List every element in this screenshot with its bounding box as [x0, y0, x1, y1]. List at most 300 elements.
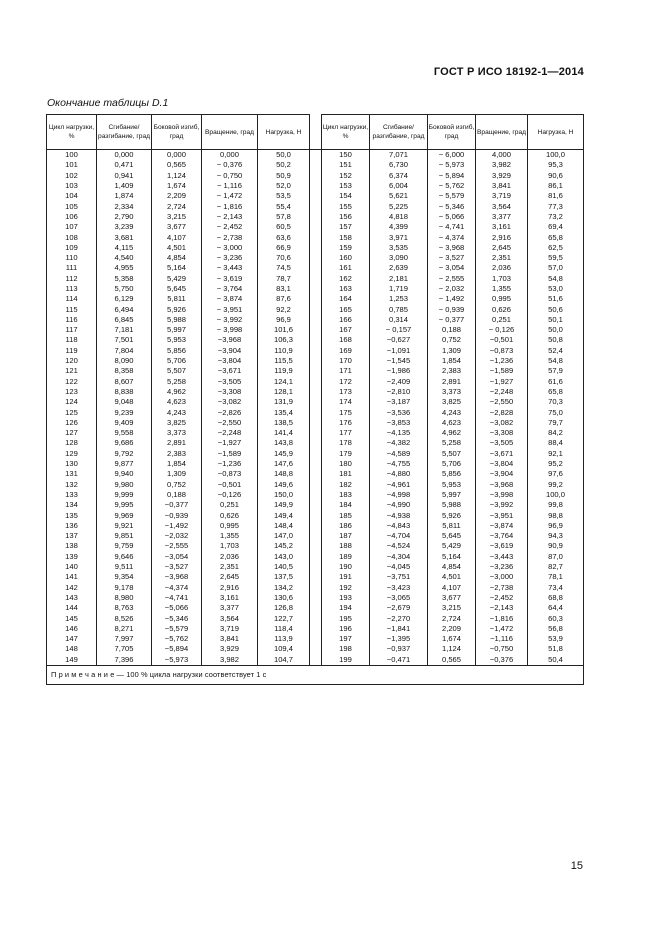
- cell-rotation: −3,951: [476, 510, 528, 520]
- cell-lateral: 2,209: [152, 191, 202, 201]
- table-row: [47, 346, 584, 356]
- column-gap: [310, 284, 322, 294]
- cell-rotation: −3,874: [476, 521, 528, 531]
- cell-load: 55,4: [258, 201, 310, 211]
- table-row: [47, 655, 584, 666]
- cell-load: 50,9: [258, 171, 310, 181]
- cell-lateral: 4,107: [152, 232, 202, 242]
- cell-rotation: − 2,738: [202, 232, 258, 242]
- cell-lateral: 4,854: [152, 253, 202, 263]
- cell-rotation: 2,916: [476, 232, 528, 242]
- cell-rotation: −3,082: [202, 397, 258, 407]
- cell-rotation: −3,082: [476, 418, 528, 428]
- cell-rotation: 0,251: [202, 500, 258, 510]
- column-gap: [310, 500, 322, 510]
- cell-cycle: 166: [322, 315, 370, 325]
- column-gap: [310, 603, 322, 613]
- cell-flexion: 9,851: [97, 531, 152, 541]
- cell-rotation: − 0,126: [476, 325, 528, 335]
- cell-lateral: 1,674: [152, 181, 202, 191]
- cell-rotation: −1,116: [476, 634, 528, 644]
- cell-load: 98,8: [528, 510, 584, 520]
- cell-rotation: −2,738: [476, 582, 528, 592]
- cell-lateral: 5,429: [152, 274, 202, 284]
- table-row: [47, 613, 584, 623]
- cell-lateral: −2,555: [152, 541, 202, 551]
- cell-flexion: 1,253: [370, 294, 428, 304]
- cell-rotation: 3,564: [202, 613, 258, 623]
- column-gap: [310, 377, 322, 387]
- cell-load: 147,0: [258, 531, 310, 541]
- table-row: [47, 377, 584, 387]
- cell-cycle: 172: [322, 377, 370, 387]
- cell-cycle: 127: [47, 428, 97, 438]
- cell-cycle: 194: [322, 603, 370, 613]
- cell-load: 50,0: [528, 325, 584, 335]
- cell-cycle: 178: [322, 438, 370, 448]
- cell-flexion: 3,971: [370, 232, 428, 242]
- table-body: [47, 150, 584, 666]
- table-note-row: [47, 665, 584, 684]
- cell-cycle: 151: [322, 160, 370, 170]
- table-row: [47, 201, 584, 211]
- column-gap: [310, 160, 322, 170]
- cell-rotation: 2,645: [202, 572, 258, 582]
- cell-load: 128,1: [258, 387, 310, 397]
- cell-load: 69,4: [528, 222, 584, 232]
- cell-load: 92,2: [258, 304, 310, 314]
- table-row: [47, 284, 584, 294]
- cell-lateral: 0,752: [428, 335, 476, 345]
- cell-cycle: 177: [322, 428, 370, 438]
- table-row: [47, 222, 584, 232]
- cell-load: 115,5: [258, 356, 310, 366]
- cell-lateral: 2,209: [428, 624, 476, 634]
- cell-load: 148,8: [258, 469, 310, 479]
- cell-load: 149,9: [258, 500, 310, 510]
- cell-lateral: −2,032: [152, 531, 202, 541]
- cell-cycle: 176: [322, 418, 370, 428]
- table-row: [47, 366, 584, 376]
- cell-cycle: 157: [322, 222, 370, 232]
- cell-load: 78,1: [528, 572, 584, 582]
- cell-flexion: −3,187: [370, 397, 428, 407]
- cell-load: 119,9: [258, 366, 310, 376]
- cell-rotation: 3,377: [476, 212, 528, 222]
- cell-rotation: −3,998: [476, 490, 528, 500]
- cell-lateral: 1,309: [152, 469, 202, 479]
- cell-load: 149,6: [258, 480, 310, 490]
- cell-load: 101,6: [258, 325, 310, 335]
- cell-rotation: −3,505: [202, 377, 258, 387]
- cell-cycle: 138: [47, 541, 97, 551]
- cell-lateral: 0,000: [152, 150, 202, 161]
- cell-cycle: 105: [47, 201, 97, 211]
- column-gap: [310, 304, 322, 314]
- cell-cycle: 133: [47, 490, 97, 500]
- cell-lateral: − 5,762: [428, 181, 476, 191]
- cell-rotation: 2,351: [476, 253, 528, 263]
- column-gap: [310, 572, 322, 582]
- cell-lateral: 5,706: [152, 356, 202, 366]
- cell-rotation: −3,968: [476, 480, 528, 490]
- cell-lateral: − 4,741: [428, 222, 476, 232]
- cell-lateral: −3,968: [152, 572, 202, 582]
- column-gap: [310, 115, 322, 150]
- cell-cycle: 130: [47, 459, 97, 469]
- cell-flexion: 5,358: [97, 274, 152, 284]
- cell-rotation: − 3,874: [202, 294, 258, 304]
- cell-flexion: 8,090: [97, 356, 152, 366]
- cell-rotation: 0,995: [476, 294, 528, 304]
- cell-rotation: −0,873: [202, 469, 258, 479]
- cell-flexion: −1,395: [370, 634, 428, 644]
- cell-lateral: 0,752: [152, 480, 202, 490]
- column-gap: [310, 346, 322, 356]
- cell-flexion: −4,755: [370, 459, 428, 469]
- cell-load: 134,2: [258, 582, 310, 592]
- cell-load: 54,8: [528, 274, 584, 284]
- cell-flexion: 5,750: [97, 284, 152, 294]
- cell-lateral: − 0,377: [428, 315, 476, 325]
- cell-load: 82,7: [528, 562, 584, 572]
- cell-cycle: 193: [322, 593, 370, 603]
- table-row: [47, 160, 584, 170]
- table-row: [47, 325, 584, 335]
- header-cycle: Цикл нагрузки, %: [47, 115, 97, 150]
- table-row: [47, 212, 584, 222]
- cell-lateral: 1,124: [152, 171, 202, 181]
- cell-load: 68,8: [528, 593, 584, 603]
- cell-load: 75,0: [528, 407, 584, 417]
- cell-flexion: 6,129: [97, 294, 152, 304]
- cell-rotation: − 3,236: [202, 253, 258, 263]
- cell-flexion: −4,880: [370, 469, 428, 479]
- cell-lateral: 5,507: [152, 366, 202, 376]
- cell-flexion: −4,704: [370, 531, 428, 541]
- cell-load: 83,1: [258, 284, 310, 294]
- cell-rotation: − 1,116: [202, 181, 258, 191]
- cell-load: 50,1: [528, 315, 584, 325]
- cell-flexion: 4,540: [97, 253, 152, 263]
- column-gap: [310, 459, 322, 469]
- cell-cycle: 150: [322, 150, 370, 161]
- cell-cycle: 148: [47, 644, 97, 654]
- cell-lateral: 1,674: [428, 634, 476, 644]
- cell-flexion: 1,409: [97, 181, 152, 191]
- table-row: [47, 335, 584, 345]
- cell-load: 145,9: [258, 449, 310, 459]
- cell-rotation: −3,443: [476, 552, 528, 562]
- cell-cycle: 111: [47, 263, 97, 273]
- cell-cycle: 168: [322, 335, 370, 345]
- cell-lateral: 3,373: [152, 428, 202, 438]
- cell-load: 78,7: [258, 274, 310, 284]
- cell-rotation: −1,927: [202, 438, 258, 448]
- table-note: П р и м е ч а н и е — 100 % цикла нагрузки соответствует 1 с: [47, 665, 584, 684]
- column-gap: [310, 191, 322, 201]
- column-gap: [310, 418, 322, 428]
- cell-flexion: 0,471: [97, 160, 152, 170]
- cell-flexion: 8,358: [97, 366, 152, 376]
- cell-cycle: 125: [47, 407, 97, 417]
- cell-lateral: − 3,054: [428, 263, 476, 273]
- cell-flexion: 9,511: [97, 562, 152, 572]
- cell-cycle: 181: [322, 469, 370, 479]
- cell-rotation: 0,626: [202, 510, 258, 520]
- cell-rotation: − 3,998: [202, 325, 258, 335]
- cell-cycle: 161: [322, 263, 370, 273]
- cell-lateral: 5,811: [152, 294, 202, 304]
- cell-rotation: −3,000: [476, 572, 528, 582]
- cell-cycle: 147: [47, 634, 97, 644]
- cell-lateral: 3,825: [428, 397, 476, 407]
- cell-cycle: 104: [47, 191, 97, 201]
- cell-load: 74,5: [258, 263, 310, 273]
- cell-rotation: − 0,750: [202, 171, 258, 181]
- cell-flexion: 7,804: [97, 346, 152, 356]
- cell-load: 56,8: [528, 624, 584, 634]
- column-gap: [310, 171, 322, 181]
- table-row: [47, 490, 584, 500]
- cell-rotation: −0,501: [476, 335, 528, 345]
- cell-load: 88,4: [528, 438, 584, 448]
- column-gap: [310, 356, 322, 366]
- cell-load: 62,5: [528, 243, 584, 253]
- cell-load: 53,5: [258, 191, 310, 201]
- cell-lateral: 1,124: [428, 644, 476, 654]
- cell-lateral: 5,856: [428, 469, 476, 479]
- cell-rotation: 2,036: [476, 263, 528, 273]
- table-row: [47, 541, 584, 551]
- cell-load: 100,0: [528, 490, 584, 500]
- cell-flexion: −2,409: [370, 377, 428, 387]
- cell-cycle: 128: [47, 438, 97, 448]
- cell-load: 86,1: [528, 181, 584, 191]
- cell-lateral: − 5,973: [428, 160, 476, 170]
- cell-load: 124,1: [258, 377, 310, 387]
- cell-flexion: 6,374: [370, 171, 428, 181]
- cell-rotation: −1,927: [476, 377, 528, 387]
- cell-flexion: 9,969: [97, 510, 152, 520]
- cell-flexion: 9,048: [97, 397, 152, 407]
- cell-cycle: 131: [47, 469, 97, 479]
- cell-rotation: −2,248: [202, 428, 258, 438]
- cell-flexion: 3,239: [97, 222, 152, 232]
- cell-cycle: 179: [322, 449, 370, 459]
- header-flexion: Сгибание/ разгибание, град: [97, 115, 152, 150]
- cell-flexion: −1,841: [370, 624, 428, 634]
- cell-load: 149,4: [258, 510, 310, 520]
- cell-flexion: − 0,157: [370, 325, 428, 335]
- cell-flexion: 3,090: [370, 253, 428, 263]
- cell-rotation: −3,505: [476, 438, 528, 448]
- cell-cycle: 132: [47, 480, 97, 490]
- column-gap: [310, 181, 322, 191]
- cell-lateral: −5,762: [152, 634, 202, 644]
- table-row: [47, 181, 584, 191]
- cell-cycle: 143: [47, 593, 97, 603]
- cell-flexion: 4,818: [370, 212, 428, 222]
- cell-flexion: 9,940: [97, 469, 152, 479]
- cell-flexion: 7,181: [97, 325, 152, 335]
- cell-cycle: 165: [322, 304, 370, 314]
- cell-cycle: 153: [322, 181, 370, 191]
- cell-load: 113,9: [258, 634, 310, 644]
- cell-load: 57,9: [528, 366, 584, 376]
- cell-lateral: 5,258: [152, 377, 202, 387]
- cell-rotation: −3,804: [202, 356, 258, 366]
- cell-rotation: 2,645: [476, 243, 528, 253]
- cell-load: 87,0: [528, 552, 584, 562]
- cell-lateral: 5,429: [428, 541, 476, 551]
- cell-lateral: 5,997: [428, 490, 476, 500]
- cell-load: 65,8: [528, 232, 584, 242]
- cell-load: 109,4: [258, 644, 310, 654]
- cell-cycle: 108: [47, 232, 97, 242]
- cell-lateral: − 5,346: [428, 201, 476, 211]
- cell-lateral: − 2,032: [428, 284, 476, 294]
- cell-flexion: 0,785: [370, 304, 428, 314]
- column-gap: [310, 480, 322, 490]
- cell-flexion: 1,874: [97, 191, 152, 201]
- cell-rotation: − 3,000: [202, 243, 258, 253]
- cell-load: 147,6: [258, 459, 310, 469]
- cell-cycle: 145: [47, 613, 97, 623]
- cell-lateral: 3,677: [152, 222, 202, 232]
- cell-lateral: 4,243: [152, 407, 202, 417]
- cell-cycle: 160: [322, 253, 370, 263]
- column-gap: [310, 541, 322, 551]
- cell-load: 90,6: [528, 171, 584, 181]
- cell-load: 131,9: [258, 397, 310, 407]
- table-row: [47, 232, 584, 242]
- cell-lateral: 1,854: [428, 356, 476, 366]
- cell-load: 66,9: [258, 243, 310, 253]
- table-row: [47, 531, 584, 541]
- column-gap: [310, 335, 322, 345]
- cell-cycle: 183: [322, 490, 370, 500]
- cell-lateral: 5,706: [428, 459, 476, 469]
- cell-cycle: 189: [322, 552, 370, 562]
- cell-load: 73,4: [528, 582, 584, 592]
- column-gap: [310, 552, 322, 562]
- cell-flexion: −4,045: [370, 562, 428, 572]
- cell-cycle: 119: [47, 346, 97, 356]
- cell-rotation: −2,452: [476, 593, 528, 603]
- cell-lateral: 4,962: [152, 387, 202, 397]
- cell-rotation: 3,719: [476, 191, 528, 201]
- cell-lateral: 2,891: [428, 377, 476, 387]
- cell-cycle: 191: [322, 572, 370, 582]
- cell-load: 50,8: [528, 335, 584, 345]
- cell-load: 135,4: [258, 407, 310, 417]
- cell-load: 143,0: [258, 552, 310, 562]
- cell-cycle: 152: [322, 171, 370, 181]
- table-row: [47, 572, 584, 582]
- cell-lateral: −4,374: [152, 582, 202, 592]
- table-row: [47, 397, 584, 407]
- cell-rotation: 0,000: [202, 150, 258, 161]
- table-row: [47, 387, 584, 397]
- cell-lateral: −5,066: [152, 603, 202, 613]
- cell-lateral: 2,724: [152, 201, 202, 211]
- cell-cycle: 103: [47, 181, 97, 191]
- cell-cycle: 135: [47, 510, 97, 520]
- cell-flexion: 9,409: [97, 418, 152, 428]
- cell-cycle: 114: [47, 294, 97, 304]
- table-row: [47, 582, 584, 592]
- cell-flexion: 9,178: [97, 582, 152, 592]
- cell-lateral: 5,645: [428, 531, 476, 541]
- cell-lateral: 5,953: [152, 335, 202, 345]
- cell-lateral: 3,677: [428, 593, 476, 603]
- cell-flexion: −4,938: [370, 510, 428, 520]
- table-row: [47, 603, 584, 613]
- cell-rotation: 3,841: [476, 181, 528, 191]
- cell-rotation: −3,308: [476, 428, 528, 438]
- cell-lateral: − 5,066: [428, 212, 476, 222]
- cell-flexion: 6,845: [97, 315, 152, 325]
- cell-rotation: 3,161: [476, 222, 528, 232]
- cell-lateral: − 6,000: [428, 150, 476, 161]
- cell-flexion: 9,921: [97, 521, 152, 531]
- cell-cycle: 154: [322, 191, 370, 201]
- cell-rotation: 0,995: [202, 521, 258, 531]
- table-row: [47, 644, 584, 654]
- cell-lateral: 5,164: [428, 552, 476, 562]
- header-rotation: Вращение, град: [476, 115, 528, 150]
- cell-load: 106,3: [258, 335, 310, 345]
- cell-cycle: 136: [47, 521, 97, 531]
- cell-lateral: 5,856: [152, 346, 202, 356]
- cell-load: 94,3: [528, 531, 584, 541]
- cell-flexion: 2,639: [370, 263, 428, 273]
- column-gap: [310, 521, 322, 531]
- cell-load: 84,2: [528, 428, 584, 438]
- cell-flexion: −1,091: [370, 346, 428, 356]
- cell-rotation: 2,036: [202, 552, 258, 562]
- cell-cycle: 134: [47, 500, 97, 510]
- cell-rotation: −3,236: [476, 562, 528, 572]
- cell-cycle: 124: [47, 397, 97, 407]
- cell-cycle: 144: [47, 603, 97, 613]
- cell-rotation: −1,236: [202, 459, 258, 469]
- cell-lateral: 3,215: [152, 212, 202, 222]
- header-flexion: Сгибание/ разгибание, град: [370, 115, 428, 150]
- cell-rotation: 2,351: [202, 562, 258, 572]
- column-gap: [310, 613, 322, 623]
- cell-lateral: 4,107: [428, 582, 476, 592]
- cell-load: 50,6: [528, 304, 584, 314]
- cell-rotation: 3,841: [202, 634, 258, 644]
- cell-rotation: −3,764: [476, 531, 528, 541]
- cell-cycle: 170: [322, 356, 370, 366]
- header-lateral: Боковой изгиб, град: [152, 115, 202, 150]
- cell-load: 52,4: [528, 346, 584, 356]
- header-rotation: Вращение, град: [202, 115, 258, 150]
- cell-load: 100,0: [528, 150, 584, 161]
- cell-load: 87,6: [258, 294, 310, 304]
- cell-cycle: 186: [322, 521, 370, 531]
- cell-rotation: − 3,951: [202, 304, 258, 314]
- cell-load: 148,4: [258, 521, 310, 531]
- cell-rotation: −2,550: [202, 418, 258, 428]
- cell-flexion: 0,941: [97, 171, 152, 181]
- cell-rotation: −2,550: [476, 397, 528, 407]
- cell-cycle: 109: [47, 243, 97, 253]
- cell-flexion: 9,239: [97, 407, 152, 417]
